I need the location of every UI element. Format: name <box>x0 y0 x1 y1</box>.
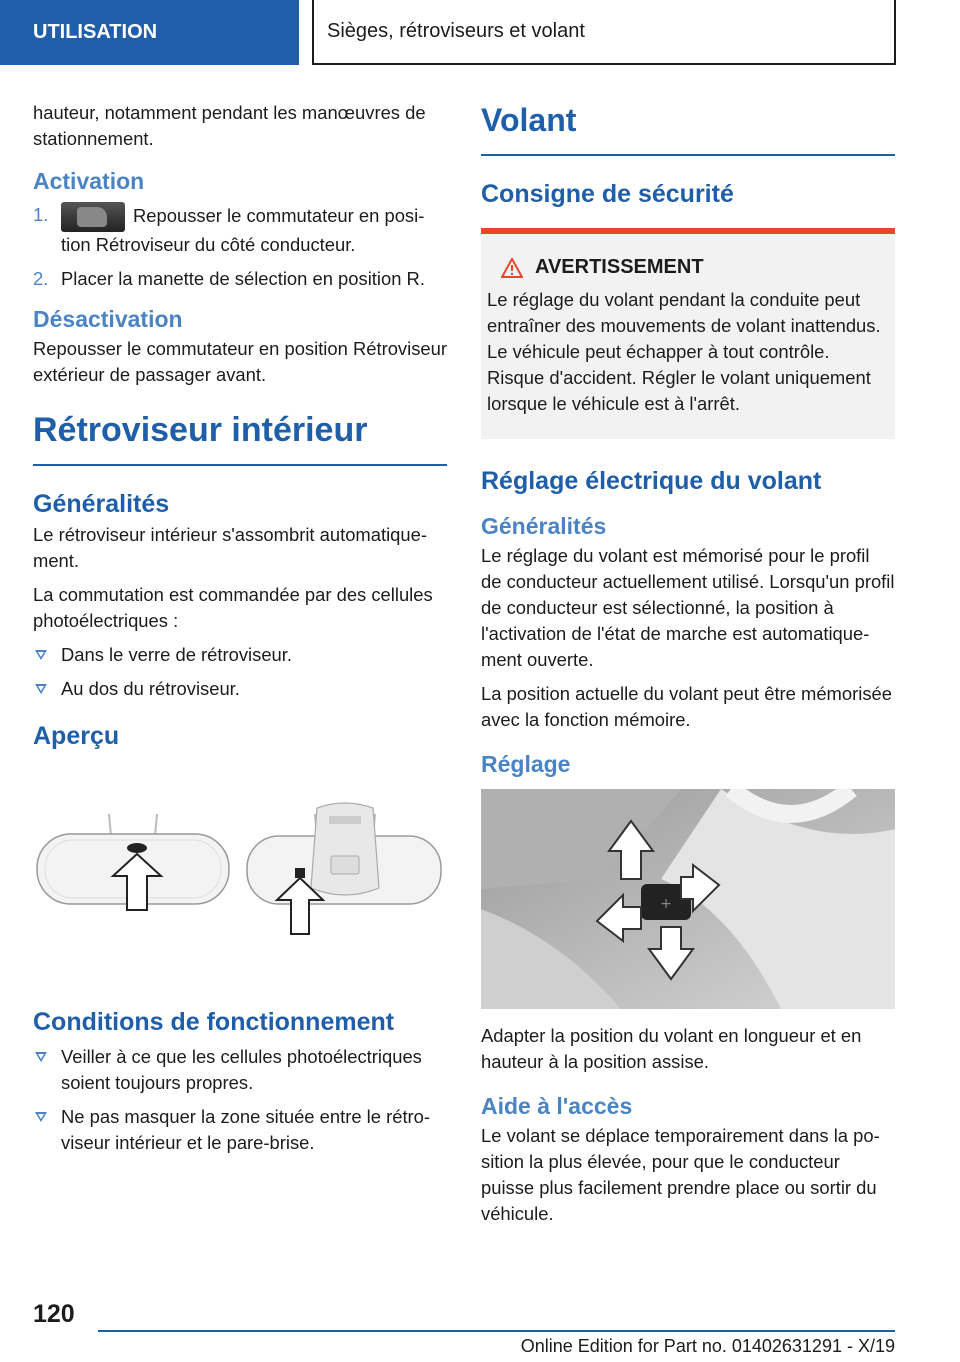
warning-title <box>487 256 887 279</box>
deactivation-text: Repousser le commutateur en position Rétroviseur extérieur de passager avant. <box>33 338 447 385</box>
triangle-bullet-icon <box>35 684 47 694</box>
mirror-heading: Rétroviseur intérieur <box>33 410 447 466</box>
general-paragraph-1: Le rétroviseur intérieur s'assombrit automatiquement. <box>33 524 427 571</box>
activation-steps <box>33 202 447 292</box>
warning-triangle-icon <box>501 258 523 278</box>
safety-heading: Consigne de sécurité <box>481 180 734 208</box>
list-item-text: Dans le verre de rétroviseur. <box>61 644 293 665</box>
overview-heading: Aperçu <box>33 722 120 750</box>
general-paragraph-1: Le réglage du volant est mémorisé pour le profil de conducteur actuellement utilisé. Lorsqu'un profil de conducteur est sélectionné, la position à l'activation de l'état de marche est automatiquement ouverte. <box>481 545 895 670</box>
steering-adjust-photo <box>481 789 895 1009</box>
right-column <box>481 100 895 1235</box>
deactivation-heading: Désactivation <box>33 306 183 332</box>
step-text: Repousser le commutateur en position Rétroviseur du côté conducteur. <box>61 204 425 255</box>
page-number: 120 <box>33 1300 75 1328</box>
svg-text:+: + <box>660 896 672 912</box>
warning-text: Le réglage du volant pendant la conduite peut entraîner des mouvements de volant inattendus. Le véhicule peut échapper à tout contrôle. Risque d'accident. Régler le volant uniquement lorsque le véhicule est à l'arrêt. <box>487 289 881 414</box>
conditions-bullets <box>33 1044 447 1156</box>
list-item-text: Au dos du rétroviseur. <box>61 678 240 699</box>
list-item <box>33 1044 447 1096</box>
triangle-bullet-icon <box>35 650 47 660</box>
mirror-switch-icon <box>61 202 125 232</box>
wheel-heading: Volant <box>481 100 895 156</box>
header-section: UTILISATION <box>0 0 299 65</box>
footer-edition: Online Edition for Part no. 01402631291 - X/19 <box>520 1336 895 1356</box>
access-text: Le volant se déplace temporairement dans la position la plus élevée, pour que le conducteur puisse plus facilement prendre place ou sortir du véhicule. <box>481 1125 880 1224</box>
step-number: 1. <box>33 204 49 225</box>
list-item-text: Ne pas masquer la zone située entre le rétroviseur intérieur et le pare-brise. <box>61 1106 431 1153</box>
general-heading: Généralités <box>481 513 607 539</box>
step-number: 2. <box>33 268 49 289</box>
left-column <box>33 100 447 1164</box>
adjust-heading: Réglage <box>481 751 571 777</box>
general-paragraph-2: La position actuelle du volant peut être mémorisée avec la fonction mémoire. <box>481 683 892 730</box>
header-chapter: Sièges, rétroviseurs et volant <box>312 0 896 65</box>
activation-step-2 <box>33 266 447 292</box>
general-bullets <box>33 642 447 702</box>
list-item-text: Veiller à ce que les cellules photoélectriques soient toujours propres. <box>61 1046 422 1093</box>
warning-label: AVERTISSEMENT <box>535 256 704 278</box>
step-text: Placer la manette de sélection en position R. <box>61 268 425 289</box>
list-item <box>33 642 447 668</box>
footer-rule <box>98 1330 895 1332</box>
conditions-heading: Conditions de fonctionnement <box>33 1008 395 1036</box>
mirror-illustration <box>33 794 447 954</box>
intro-text: hauteur, notamment pendant les manœuvres de stationnement. <box>33 102 426 149</box>
general-heading: Généralités <box>33 490 170 518</box>
triangle-bullet-icon <box>35 1112 47 1122</box>
warning-box <box>481 228 895 439</box>
list-item <box>33 676 447 702</box>
access-heading: Aide à l'accès <box>481 1093 633 1119</box>
activation-heading: Activation <box>33 168 145 194</box>
electric-heading: Réglage électrique du volant <box>481 467 822 495</box>
adjust-caption: Adapter la position du volant en longueur et en hauteur à la position assise. <box>481 1025 862 1072</box>
general-paragraph-2: La commutation est commandée par des cellules photoélectriques : <box>33 584 433 631</box>
list-item <box>33 1104 447 1156</box>
triangle-bullet-icon <box>35 1052 47 1062</box>
activation-step-1 <box>33 202 447 258</box>
